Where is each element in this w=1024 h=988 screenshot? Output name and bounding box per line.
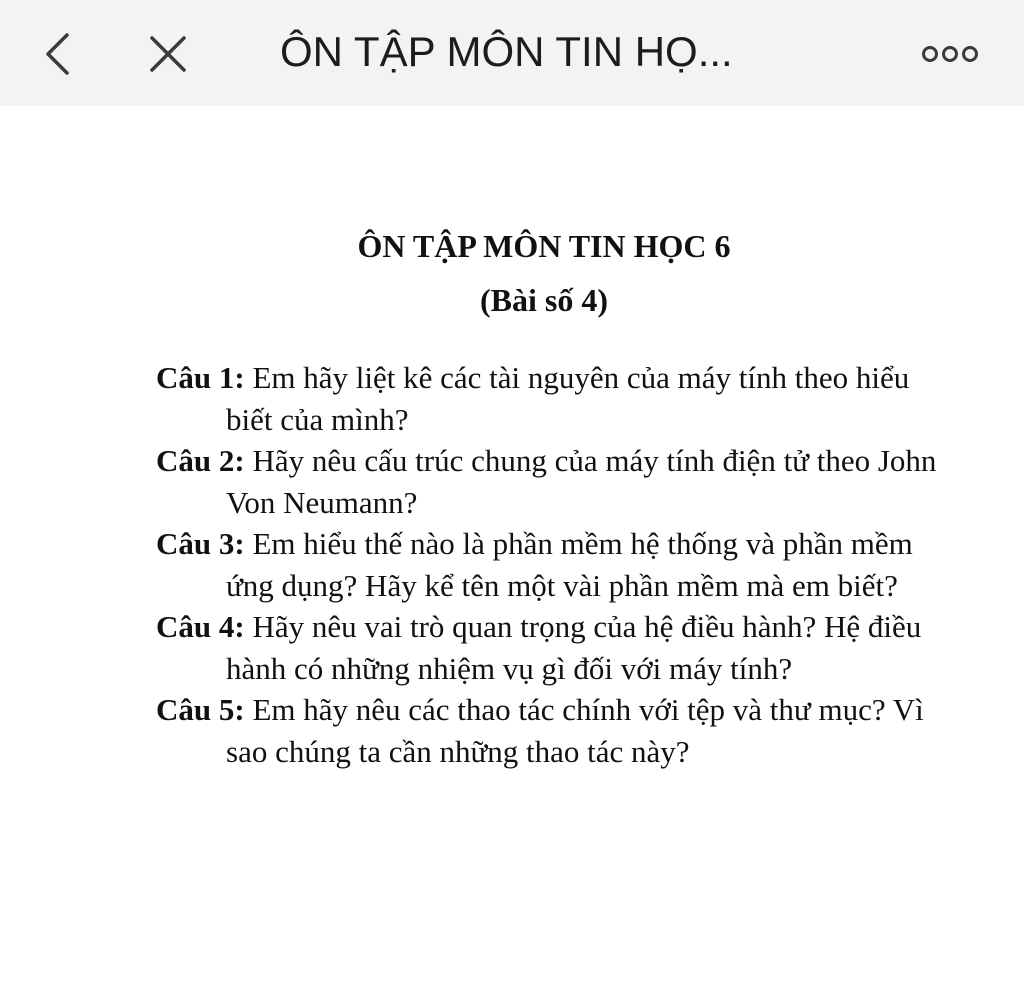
question-text: Hãy nêu vai trò quan trọng của hệ điều hành? Hệ điều hành có những nhiệm vụ gì đối với máy tính? [226, 609, 922, 686]
question-text: Em hiểu thế nào là phần mềm hệ thống và phần mềm ứng dụng? Hãy kể tên một vài phần mềm mà em biết? [226, 526, 913, 603]
chevron-left-icon [43, 32, 73, 76]
question-text: Em hãy nêu các thao tác chính với tệp và thư mục? Vì sao chúng ta cần những thao tác này? [226, 692, 924, 769]
question-label: Câu 5: [156, 692, 245, 727]
top-navigation-bar [0, 0, 1024, 106]
close-button[interactable] [140, 26, 196, 82]
question-item [156, 689, 956, 772]
close-icon [148, 34, 188, 74]
back-button[interactable] [30, 26, 86, 82]
more-options-icon [920, 44, 980, 64]
question-item [156, 440, 956, 523]
question-label: Câu 1: [156, 360, 245, 395]
document-viewer [0, 106, 1024, 988]
more-options-button[interactable] [910, 26, 990, 82]
question-item [156, 357, 956, 440]
question-text: Hãy nêu cấu trúc chung của máy tính điện tử theo John Von Neumann? [226, 443, 937, 520]
question-list [156, 357, 956, 772]
question-label: Câu 4: [156, 609, 245, 644]
document-title: ÔN TẬP MÔN TIN HỌC 6 [357, 228, 731, 264]
question-item [156, 606, 956, 689]
question-label: Câu 2: [156, 443, 245, 478]
question-label: Câu 3: [156, 526, 245, 561]
page-title: ÔN TẬP MÔN TIN HỌ... [280, 28, 733, 75]
question-item [156, 523, 956, 606]
question-text: Em hãy liệt kê các tài nguyên của máy tính theo hiểu biết của mình? [226, 360, 910, 437]
document-subtitle: (Bài số 4) [480, 282, 608, 318]
